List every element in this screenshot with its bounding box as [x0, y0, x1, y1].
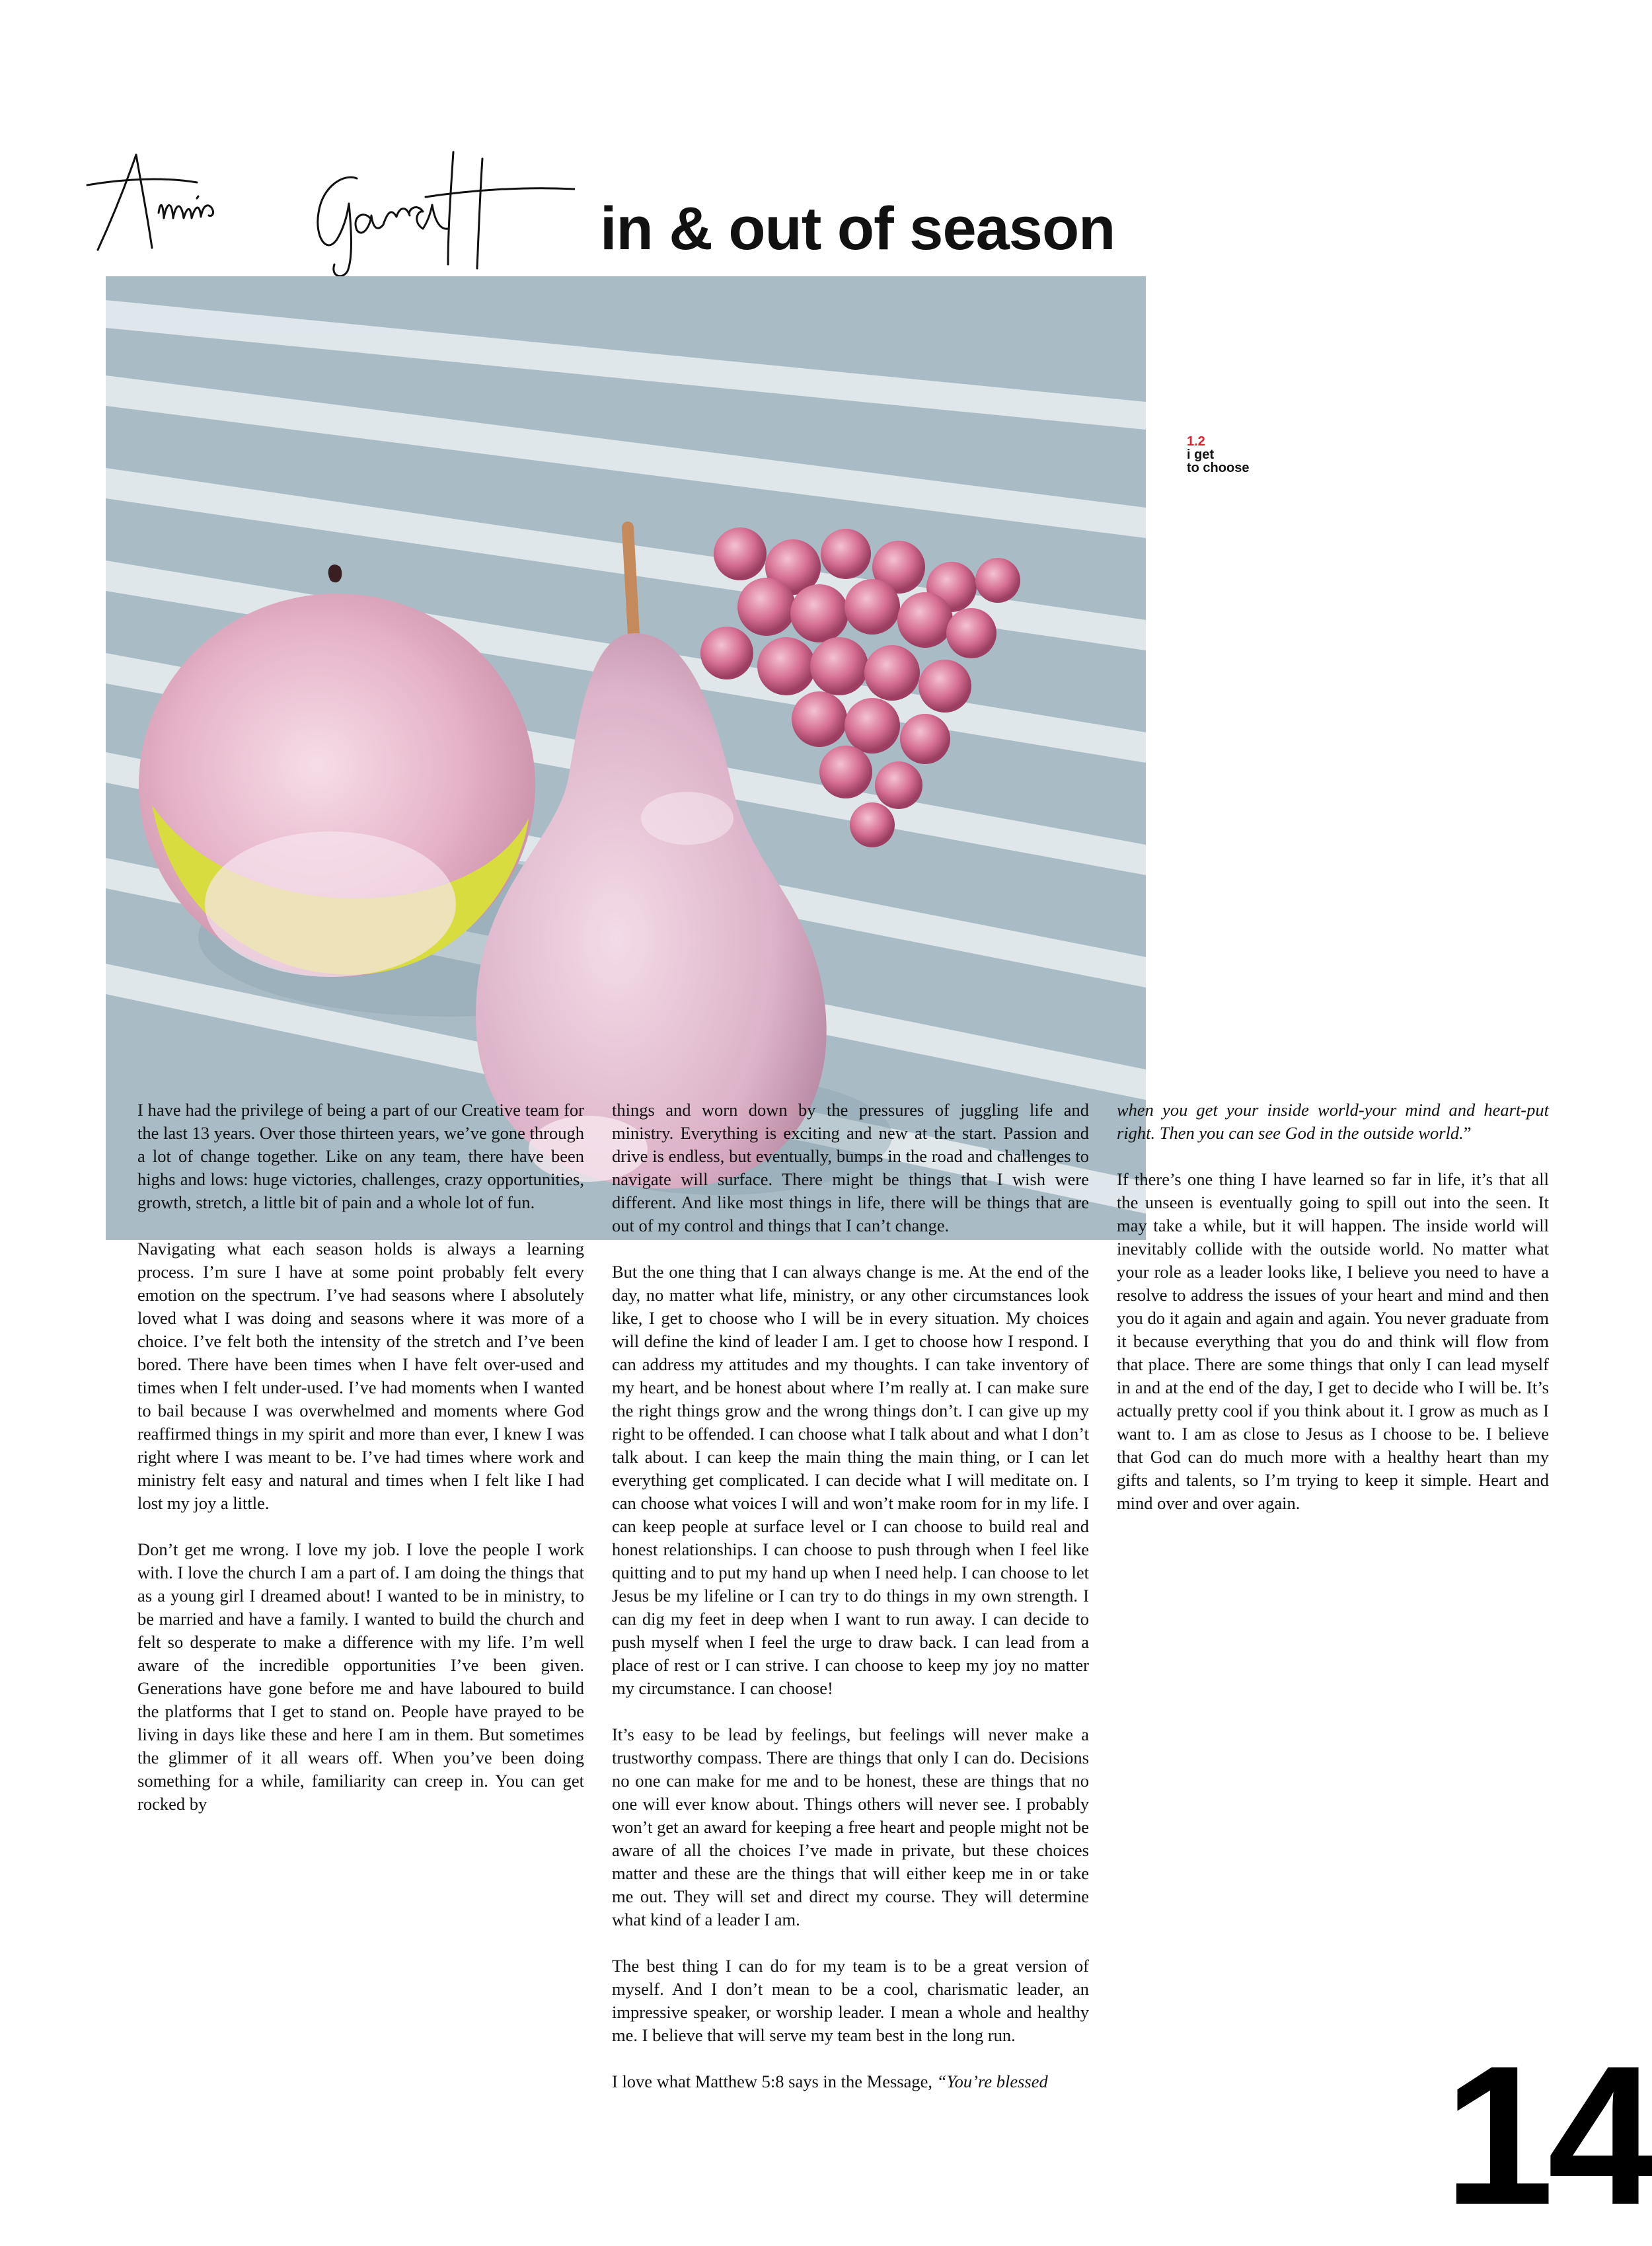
paragraph-scripture-lead: [612, 2070, 1089, 2093]
article-headline: in & out of season: [600, 195, 1115, 262]
paragraph: Navigating what each season holds is always a learning process. I’m sure I have at some point probably felt every emotion on the spectrum. I’ve had seasons where I absolutely loved what I was doing and seasons where it was more of a choice. I’ve felt both the intensity of the stretch and I’ve been bored. There have been times when I have felt over-used and times when I felt under-used. I’ve had moments when I wanted to bail because I was overwhelmed and moments where God reaffirmed things in my spirit and more than ever, I knew I was right where I was meant to be. I’ve had times where work and ministry felt easy and natural and times when I felt like I had lost my joy a little.: [137, 1239, 584, 1513]
paragraph: I have had the privilege of being a part of our Creative team for the last 13 years. Over those thirteen years, we’ve gone through a lot of change together. Like on any team, there have been highs and lows: huge victories, challenges, crazy opportunities, growth, stretch, a little bit of pain and a whole lot of fun.: [137, 1100, 584, 1212]
paragraph: If there’s one thing I have learned so far in life, it’s that all the unseen is eventually going to spill out into the seen. It may take a while, but it will happen. The inside world will inevitably collide with the outside world. No matter what your role as a leader looks like, I believe you need to have a resolve to address the issues of your heart and mind and then you do it again and again and again. You never graduate from it because everything that you do and think will flow from that place. There are some things that only I can lead myself in and at the end of the day, I get to decide who I will be. It’s actually pretty cool if you think about it. I grow as much as I want to. I am as close to Jesus as I choose to be. I believe that God can do much more with a healthy heart than my gifts and talents, so I’m trying to keep it simple. Heart and mind over and over again.: [1117, 1169, 1549, 1513]
paragraph: things and worn down by the pressures of juggling life and ministry. Everything is exciting and new at the start. Passion and drive is endless, but eventually, bumps in the road and challenges to navigate will surface. There might be things that I wish were different. And like most things in life, there will be things that are out of my control and things that I can’t change.: [612, 1100, 1089, 1235]
paragraph: But the one thing that I can always change is me. At the end of the day, no matter what life, ministry, or any other circumstances look like, I get to choose who I will be in every situation. My choices will define the kind of leader I am. I get to choose how I respond. I can address my attitudes and my thoughts. I can take inventory of my heart, and be honest about where I’m really at. I can make sure the right things grow and the wrong things don’t. I can give up my right to be offended. I can choose what I talk about and what I don’t talk about. I can keep the main thing the main thing, or I can let everything get complicated. I can decide what I will meditate on. I can choose what voices I will and won’t make room for in my life. I can keep people at surface level or I can choose to build real and honest relationships. I can choose to push through when I feel like quitting and to put my hand up when I need help. I can choose to let Jesus be my lifeline or I can try to do things in my own strength. I can dig my feet in deep when I want to run away. I can decide to push myself when I feel the urge to draw back. I can lead from a place of rest or I can strive. I can choose to keep my joy no matter my circumstance. I can choose!: [612, 1262, 1089, 1698]
still-life-fruit-photo: [106, 276, 1146, 1240]
paragraph: Don’t get me wrong. I love my job. I love the people I work with. I love the church I am a part of. I am doing the things that as a young girl I dreamed about! I wanted to be in ministry, to be married and have a family. I wanted to build the church and felt so desperate to make a difference with my life. I’m well aware of the incredible opportunities I’ve been given. Generations have gone before me and have laboured to build the platforms that I get to stand on. People have prayed to be living in days like these and here I am in them. But sometimes the glimmer of it all wears off. When you’ve been doing something for a while, familiarity can creep in. You can get rocked by: [137, 1539, 584, 1814]
paragraph: The best thing I can do for my team is to be a great version of myself. And I don’t mean to be a cool, charismatic leader, an impressive speaker, or worship leader. I mean a whole and healthy me. I believe that will serve my team best in the long run.: [612, 1956, 1089, 2045]
scripture-quote: when you get your inside world-your mind and heart-put right. Then you can see God in the outside world.: [1117, 1100, 1549, 1143]
scripture-quote-start: “You’re blessed: [936, 2072, 1048, 2091]
article-column-3: [1117, 1099, 1549, 1538]
section-label: [1187, 435, 1249, 475]
section-number: 1.2: [1187, 434, 1205, 449]
scripture-lead: I love what Matthew 5:8 says in the Message,: [612, 2072, 937, 2091]
page-number: 14: [1444, 2024, 1651, 2246]
paragraph: It’s easy to be lead by feelings, but feelings will never make a trustworthy compass. There are things that only I can do. Decisions no one can make for me and to be honest, these are things that no one will ever know about. Things others will never see. I probably won’t get an award for keeping a free heart and people might not be aware of all the choices I’ve made in private, but these choices matter and these are the things that will either keep me in or take me out. They will set and direct my course. They will determine what kind of a leader I am.: [612, 1724, 1089, 1929]
paragraph-scripture-quote: [1117, 1099, 1549, 1145]
section-title-line-1: i get: [1187, 447, 1215, 462]
scripture-quote-close: ”: [1463, 1123, 1472, 1143]
author-signature: [86, 139, 575, 284]
section-title-line-2: to choose: [1187, 461, 1250, 475]
article-column-1: [137, 1099, 584, 1839]
article-column-2: [612, 1099, 1089, 2116]
